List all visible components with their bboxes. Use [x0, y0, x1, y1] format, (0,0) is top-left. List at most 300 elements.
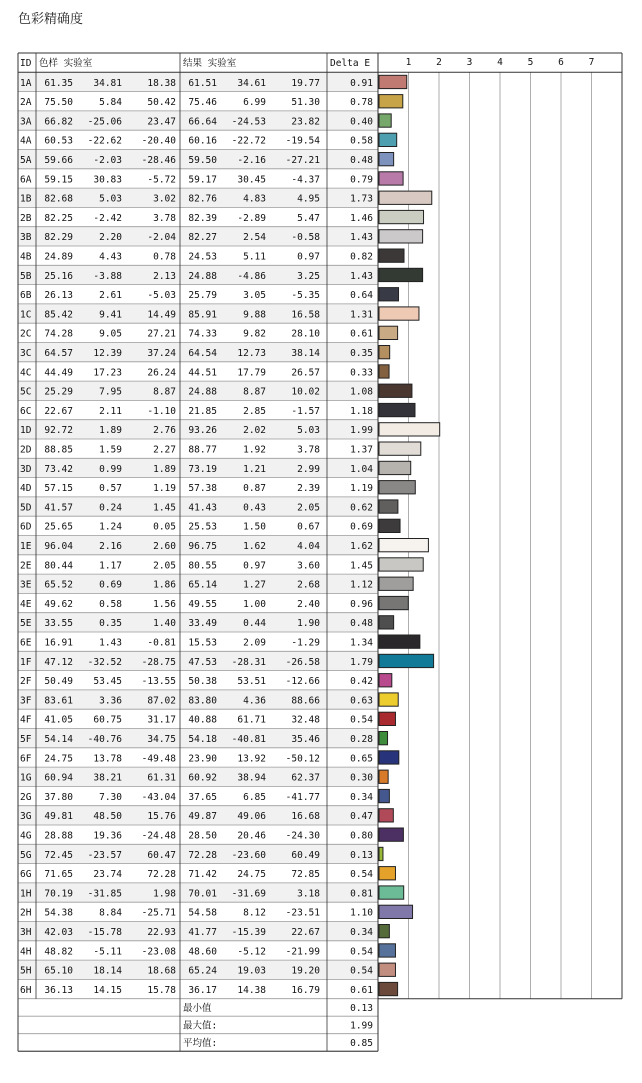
cell-id: 3B — [20, 232, 32, 244]
cell-delta-e: 0.78 — [350, 97, 373, 109]
cell-result-value: 93.26 — [188, 425, 217, 437]
cell-sample-value: -2.04 — [147, 232, 176, 244]
cell-result-value: 25.53 — [188, 521, 217, 533]
delta-e-bar — [379, 712, 395, 725]
table-rows — [18, 72, 378, 996]
cell-id: 1G — [20, 772, 32, 784]
cell-result-value: -4.86 — [237, 270, 266, 282]
cell-result-value: 19.77 — [291, 77, 320, 89]
cell-id: 1B — [20, 193, 32, 205]
cell-delta-e: 0.63 — [350, 695, 373, 707]
cell-sample-value: 2.27 — [153, 444, 176, 456]
header-id: ID — [20, 58, 32, 69]
cell-result-value: 73.19 — [188, 463, 217, 475]
cell-sample-value: 14.15 — [93, 984, 122, 996]
cell-result-value: 32.48 — [291, 714, 320, 726]
cell-sample-value: 9.05 — [99, 328, 122, 340]
cell-result-value: 72.28 — [188, 849, 217, 861]
cell-sample-value: 2.13 — [153, 270, 176, 282]
cell-result-value: -41.77 — [285, 791, 320, 803]
delta-e-bar — [379, 519, 400, 532]
cell-result-value: 48.60 — [188, 946, 217, 958]
cell-sample-value: -25.71 — [141, 907, 176, 919]
cell-result-value: 70.01 — [188, 888, 217, 900]
cell-sample-value: 36.13 — [44, 984, 73, 996]
cell-sample-value: 33.55 — [44, 618, 73, 630]
delta-e-bar — [379, 365, 389, 378]
axis-tick-label: 7 — [588, 57, 595, 68]
cell-result-value: 8.12 — [243, 907, 266, 919]
cell-result-value: 12.73 — [237, 348, 266, 359]
cell-result-value: 24.53 — [188, 251, 217, 263]
cell-result-value: 10.02 — [291, 386, 320, 398]
delta-e-bar — [379, 307, 419, 320]
cell-id: 6H — [20, 984, 32, 996]
delta-e-bar — [379, 558, 423, 571]
cell-id: 1D — [20, 425, 32, 437]
cell-result-value: 1.00 — [243, 598, 266, 610]
delta-e-bar — [379, 867, 395, 880]
cell-delta-e: 0.35 — [350, 348, 373, 359]
axis-tick-label: 3 — [466, 57, 473, 68]
cell-result-value: 85.91 — [188, 309, 217, 321]
cell-id: 2D — [20, 444, 32, 456]
cell-id: 6D — [20, 521, 32, 533]
cell-result-value: 19.20 — [291, 965, 320, 977]
cell-delta-e: 0.40 — [350, 116, 373, 128]
cell-result-value: 15.53 — [188, 637, 217, 649]
cell-sample-value: 85.42 — [44, 309, 73, 321]
cell-sample-value: -49.48 — [141, 753, 176, 765]
cell-result-value: 21.85 — [188, 405, 217, 417]
cell-result-value: -15.39 — [231, 927, 266, 938]
cell-result-value: -50.12 — [285, 753, 320, 765]
cell-result-value: 54.58 — [188, 907, 217, 919]
cell-sample-value: 27.21 — [147, 328, 176, 340]
cell-result-value: 50.38 — [188, 676, 217, 688]
cell-result-value: 28.50 — [188, 830, 217, 842]
cell-result-value: 19.03 — [237, 965, 266, 977]
cell-result-value: 57.38 — [188, 483, 217, 495]
cell-sample-value: 26.24 — [147, 367, 176, 379]
cell-result-value: 6.85 — [243, 791, 266, 803]
cell-delta-e: 1.43 — [350, 232, 373, 244]
cell-result-value: 75.46 — [188, 97, 217, 109]
delta-e-bar — [379, 886, 404, 899]
cell-sample-value: 0.35 — [99, 618, 122, 630]
header-delta: Delta E — [330, 58, 371, 69]
cell-result-value: 54.18 — [188, 734, 217, 745]
cell-result-value: 1.21 — [243, 463, 266, 475]
cell-result-value: -31.69 — [231, 888, 266, 900]
delta-e-bar — [379, 635, 420, 648]
cell-delta-e: 0.42 — [350, 676, 373, 688]
cell-sample-value: 24.89 — [44, 251, 73, 263]
cell-sample-value: 8.87 — [153, 386, 176, 398]
cell-result-value: -26.58 — [285, 656, 320, 668]
cell-result-value: 33.49 — [188, 618, 217, 630]
cell-sample-value: 1.19 — [153, 483, 176, 495]
cell-result-value: 2.39 — [297, 483, 320, 495]
cell-result-value: 3.05 — [243, 290, 266, 302]
cell-sample-value: 87.02 — [147, 695, 176, 707]
cell-sample-value: 22.93 — [147, 927, 176, 938]
cell-sample-value: -43.04 — [141, 791, 176, 803]
cell-sample-value: 3.02 — [153, 193, 176, 205]
delta-e-bar — [379, 114, 391, 127]
delta-e-bar — [379, 403, 415, 416]
cell-sample-value: 82.29 — [44, 232, 73, 244]
cell-sample-value: 37.24 — [147, 348, 176, 359]
cell-result-value: -12.66 — [285, 676, 320, 688]
cell-sample-value: 18.68 — [147, 965, 176, 977]
cell-sample-value: -40.76 — [87, 734, 122, 745]
cell-result-value: 4.36 — [243, 695, 266, 707]
cell-delta-e: 0.54 — [350, 946, 373, 958]
cell-result-value: -4.37 — [291, 174, 320, 186]
cell-sample-value: 74.28 — [44, 328, 73, 340]
cell-id: 6G — [20, 869, 32, 881]
cell-sample-value: 49.62 — [44, 598, 73, 610]
cell-result-value: 88.77 — [188, 444, 217, 456]
cell-delta-e: 0.48 — [350, 618, 373, 630]
cell-result-value: 2.09 — [243, 637, 266, 649]
cell-delta-e: 1.04 — [350, 463, 373, 475]
cell-sample-value: 0.58 — [99, 598, 122, 610]
cell-sample-value: 41.57 — [44, 502, 73, 514]
cell-sample-value: 1.98 — [153, 888, 176, 900]
cell-sample-value: 34.75 — [147, 734, 176, 745]
cell-delta-e: 0.79 — [350, 174, 373, 186]
cell-delta-e: 1.12 — [350, 579, 373, 591]
cell-result-value: 49.55 — [188, 598, 217, 610]
cell-result-value: 3.25 — [297, 270, 320, 282]
cell-result-value: 62.37 — [291, 772, 320, 784]
cell-result-value: 59.50 — [188, 155, 217, 166]
delta-e-bar — [379, 210, 424, 223]
cell-id: 6E — [20, 637, 32, 649]
cell-delta-e: 0.13 — [350, 849, 373, 861]
cell-sample-value: 3.78 — [153, 212, 176, 224]
summary-value: 0.85 — [350, 1038, 373, 1050]
cell-sample-value: 18.38 — [147, 77, 176, 89]
cell-sample-value: 65.10 — [44, 965, 73, 977]
cell-delta-e: 0.34 — [350, 927, 373, 938]
cell-result-value: 6.99 — [243, 97, 266, 109]
cell-result-value: 25.79 — [188, 290, 217, 302]
cell-result-value: 5.03 — [297, 425, 320, 437]
cell-result-value: 4.83 — [243, 193, 266, 205]
cell-sample-value: -13.55 — [141, 676, 176, 688]
cell-sample-value: 41.05 — [44, 714, 73, 726]
cell-result-value: 16.79 — [291, 984, 320, 996]
cell-result-value: 71.42 — [188, 869, 217, 881]
cell-id: 2A — [20, 97, 32, 109]
cell-id: 4A — [20, 135, 32, 147]
cell-result-value: 3.18 — [297, 888, 320, 900]
cell-result-value: 1.92 — [243, 444, 266, 456]
cell-sample-value: 1.59 — [99, 444, 122, 456]
summary-label: 平均值: — [183, 1038, 218, 1050]
cell-delta-e: 0.34 — [350, 791, 373, 803]
cell-result-value: -24.53 — [231, 116, 266, 128]
cell-delta-e: 0.61 — [350, 328, 373, 340]
cell-result-value: 0.43 — [243, 502, 266, 514]
delta-e-bar — [379, 577, 413, 590]
cell-sample-value: 50.42 — [147, 97, 176, 109]
cell-delta-e: 1.10 — [350, 907, 373, 919]
cell-sample-value: 1.40 — [153, 618, 176, 630]
cell-sample-value: 42.03 — [44, 927, 73, 938]
cell-sample-value: -28.46 — [141, 155, 176, 166]
cell-result-value: 0.44 — [243, 618, 266, 630]
cell-sample-value: 7.95 — [99, 386, 122, 398]
cell-sample-value: 54.14 — [44, 734, 73, 745]
cell-result-value: 34.61 — [237, 77, 266, 89]
cell-sample-value: -0.81 — [147, 637, 176, 649]
cell-result-value: 44.51 — [188, 367, 217, 379]
cell-sample-value: 15.76 — [147, 811, 176, 823]
table-header — [20, 57, 594, 69]
cell-result-value: 2.85 — [243, 405, 266, 417]
delta-e-bar — [379, 925, 389, 938]
cell-id: 1H — [20, 888, 32, 900]
delta-e-bar — [379, 500, 398, 513]
cell-sample-value: 2.60 — [153, 541, 176, 552]
cell-id: 2B — [20, 212, 32, 224]
cell-sample-value: 5.03 — [99, 193, 122, 205]
cell-result-value: -21.99 — [285, 946, 320, 958]
delta-e-bar — [379, 982, 398, 995]
cell-result-value: 37.65 — [188, 791, 217, 803]
cell-sample-value: 4.43 — [99, 251, 122, 263]
cell-delta-e: 1.18 — [350, 405, 373, 417]
cell-delta-e: 0.28 — [350, 734, 373, 745]
cell-sample-value: 48.50 — [93, 811, 122, 823]
cell-delta-e: 0.82 — [350, 251, 373, 263]
cell-sample-value: 12.39 — [93, 348, 122, 359]
delta-e-bar — [379, 596, 408, 609]
delta-e-bar — [379, 133, 397, 146]
cell-id: 3D — [20, 463, 32, 475]
cell-id: 5D — [20, 502, 32, 514]
delta-e-bar — [379, 828, 403, 841]
cell-id: 4E — [20, 598, 32, 610]
delta-e-bar — [379, 809, 393, 822]
cell-id: 2G — [20, 791, 32, 803]
cell-delta-e: 1.79 — [350, 656, 373, 668]
cell-result-value: 47.53 — [188, 656, 217, 668]
cell-sample-value: 59.66 — [44, 155, 73, 166]
cell-sample-value: 80.44 — [44, 560, 73, 572]
cell-sample-value: 53.45 — [93, 676, 122, 688]
cell-result-value: 60.49 — [291, 849, 320, 861]
cell-sample-value: 8.84 — [99, 907, 122, 919]
cell-sample-value: 2.05 — [153, 560, 176, 572]
cell-sample-value: 30.83 — [93, 174, 122, 186]
cell-result-value: -24.30 — [285, 830, 320, 842]
cell-sample-value: -24.48 — [141, 830, 176, 842]
cell-sample-value: 71.65 — [44, 869, 73, 881]
cell-id: 2F — [20, 676, 32, 688]
delta-e-bar — [379, 268, 423, 281]
cell-sample-value: -32.52 — [87, 656, 122, 668]
cell-result-value: 61.71 — [237, 714, 266, 726]
cell-id: 2H — [20, 907, 32, 919]
axis-tick-label: 4 — [497, 57, 503, 68]
cell-sample-value: 0.99 — [99, 463, 122, 475]
cell-id: 3F — [20, 695, 32, 707]
cell-result-value: 2.02 — [243, 425, 266, 437]
delta-e-bar — [379, 230, 423, 243]
cell-result-value: 3.78 — [297, 444, 320, 456]
cell-sample-value: 25.16 — [44, 270, 73, 282]
cell-id: 5H — [20, 965, 32, 977]
cell-result-value: 35.46 — [291, 734, 320, 745]
cell-sample-value: 34.81 — [93, 77, 122, 89]
cell-sample-value: -22.62 — [87, 135, 122, 147]
cell-sample-value: 75.50 — [44, 97, 73, 109]
cell-result-value: 59.17 — [188, 174, 217, 186]
summary-value: 0.13 — [350, 1003, 373, 1015]
cell-result-value: -19.54 — [285, 135, 320, 147]
summary-label: 最大值: — [183, 1020, 218, 1032]
cell-id: 5E — [20, 618, 32, 630]
cell-sample-value: -2.03 — [93, 155, 122, 166]
header-result: 结果 实验室 — [183, 58, 237, 69]
cell-result-value: 2.05 — [297, 502, 320, 514]
cell-result-value: 17.79 — [237, 367, 266, 379]
axis-tick-label: 2 — [436, 57, 442, 68]
cell-delta-e: 0.54 — [350, 869, 373, 881]
cell-sample-value: 14.49 — [147, 309, 176, 321]
cell-id: 3G — [20, 811, 32, 823]
cell-result-value: 1.90 — [297, 618, 320, 630]
cell-sample-value: -23.08 — [141, 946, 176, 958]
cell-sample-value: 1.45 — [153, 502, 176, 514]
cell-sample-value: 24.75 — [44, 753, 73, 765]
cell-sample-value: 23.47 — [147, 116, 176, 128]
cell-id: 4G — [20, 830, 32, 842]
cell-delta-e: 1.46 — [350, 212, 373, 224]
cell-id: 5G — [20, 849, 32, 861]
cell-sample-value: 25.65 — [44, 521, 73, 533]
axis-tick-label: 1 — [405, 57, 412, 68]
cell-id: 4C — [20, 367, 32, 379]
cell-delta-e: 1.08 — [350, 386, 373, 398]
cell-delta-e: 1.45 — [350, 560, 373, 572]
cell-id: 4H — [20, 946, 32, 958]
cell-delta-e: 0.58 — [350, 135, 373, 147]
cell-delta-e: 0.61 — [350, 984, 373, 996]
delta-e-bar — [379, 346, 390, 359]
delta-e-bar — [379, 172, 403, 185]
cell-sample-value: 19.36 — [93, 830, 122, 842]
cell-id: 6B — [20, 290, 32, 302]
cell-sample-value: 2.61 — [99, 290, 122, 302]
cell-result-value: 64.54 — [188, 348, 217, 359]
cell-id: 4D — [20, 483, 32, 495]
cell-result-value: -5.12 — [237, 946, 266, 958]
cell-result-value: -22.72 — [231, 135, 266, 147]
delta-e-bar — [379, 288, 399, 301]
cell-sample-value: 1.24 — [99, 521, 122, 533]
cell-result-value: 0.97 — [243, 560, 266, 572]
cell-result-value: -2.89 — [237, 212, 266, 224]
cell-sample-value: 25.29 — [44, 386, 73, 398]
cell-id: 1A — [20, 77, 32, 89]
cell-sample-value: 82.68 — [44, 193, 73, 205]
cell-delta-e: 0.47 — [350, 811, 373, 823]
cell-result-value: -1.57 — [291, 405, 320, 417]
cell-id: 5C — [20, 386, 32, 398]
cell-result-value: 9.88 — [243, 309, 266, 321]
cell-result-value: 49.87 — [188, 811, 217, 823]
cell-sample-value: 60.75 — [93, 714, 122, 726]
cell-result-value: 24.75 — [237, 869, 266, 881]
delta-e-bar — [379, 693, 398, 706]
cell-sample-value: 0.05 — [153, 521, 176, 533]
cell-sample-value: 2.16 — [99, 541, 122, 552]
cell-result-value: 2.40 — [297, 598, 320, 610]
cell-result-value: 60.16 — [188, 135, 217, 147]
cell-result-value: 83.80 — [188, 695, 217, 707]
cell-delta-e: 0.80 — [350, 830, 373, 842]
delta-e-bar — [379, 963, 395, 976]
cell-sample-value: 60.47 — [147, 849, 176, 861]
delta-e-bar — [379, 944, 395, 957]
cell-result-value: 24.88 — [188, 386, 217, 398]
cell-sample-value: 66.82 — [44, 116, 73, 128]
cell-result-value: 1.50 — [243, 521, 266, 533]
cell-sample-value: 65.52 — [44, 579, 73, 591]
cell-id: 3A — [20, 116, 32, 128]
delta-e-bar — [379, 789, 389, 802]
cell-result-value: 5.47 — [297, 212, 320, 224]
cell-delta-e: 1.19 — [350, 483, 373, 495]
cell-delta-e: 0.91 — [350, 77, 373, 89]
cell-sample-value: 48.82 — [44, 946, 73, 958]
cell-delta-e: 0.54 — [350, 965, 373, 977]
delta-e-bar — [379, 539, 428, 552]
cell-id: 5B — [20, 270, 32, 282]
cell-sample-value: 73.42 — [44, 463, 73, 475]
delta-e-bar — [379, 847, 383, 860]
cell-sample-value: 64.57 — [44, 348, 73, 359]
delta-e-bar — [379, 461, 411, 474]
cell-sample-value: 0.69 — [99, 579, 122, 591]
cell-sample-value: -23.57 — [87, 849, 122, 861]
cell-delta-e: 0.96 — [350, 598, 373, 610]
cell-delta-e: 1.31 — [350, 309, 373, 321]
delta-e-bar — [379, 249, 404, 262]
delta-e-bar — [379, 75, 407, 88]
cell-sample-value: 22.67 — [44, 405, 73, 417]
cell-result-value: 5.11 — [243, 251, 266, 263]
cell-sample-value: 1.43 — [99, 637, 122, 649]
cell-id: 6F — [20, 753, 32, 765]
cell-sample-value: 0.78 — [153, 251, 176, 263]
cell-sample-value: -5.11 — [93, 946, 122, 958]
cell-result-value: 65.14 — [188, 579, 217, 591]
cell-result-value: 13.92 — [237, 753, 266, 765]
cell-delta-e: 0.54 — [350, 714, 373, 726]
cell-result-value: 74.33 — [188, 328, 217, 340]
cell-sample-value: 59.15 — [44, 174, 73, 186]
cell-sample-value: 0.24 — [99, 502, 122, 514]
cell-sample-value: 9.41 — [99, 309, 122, 321]
summary-label: 最小值 — [183, 1003, 212, 1015]
